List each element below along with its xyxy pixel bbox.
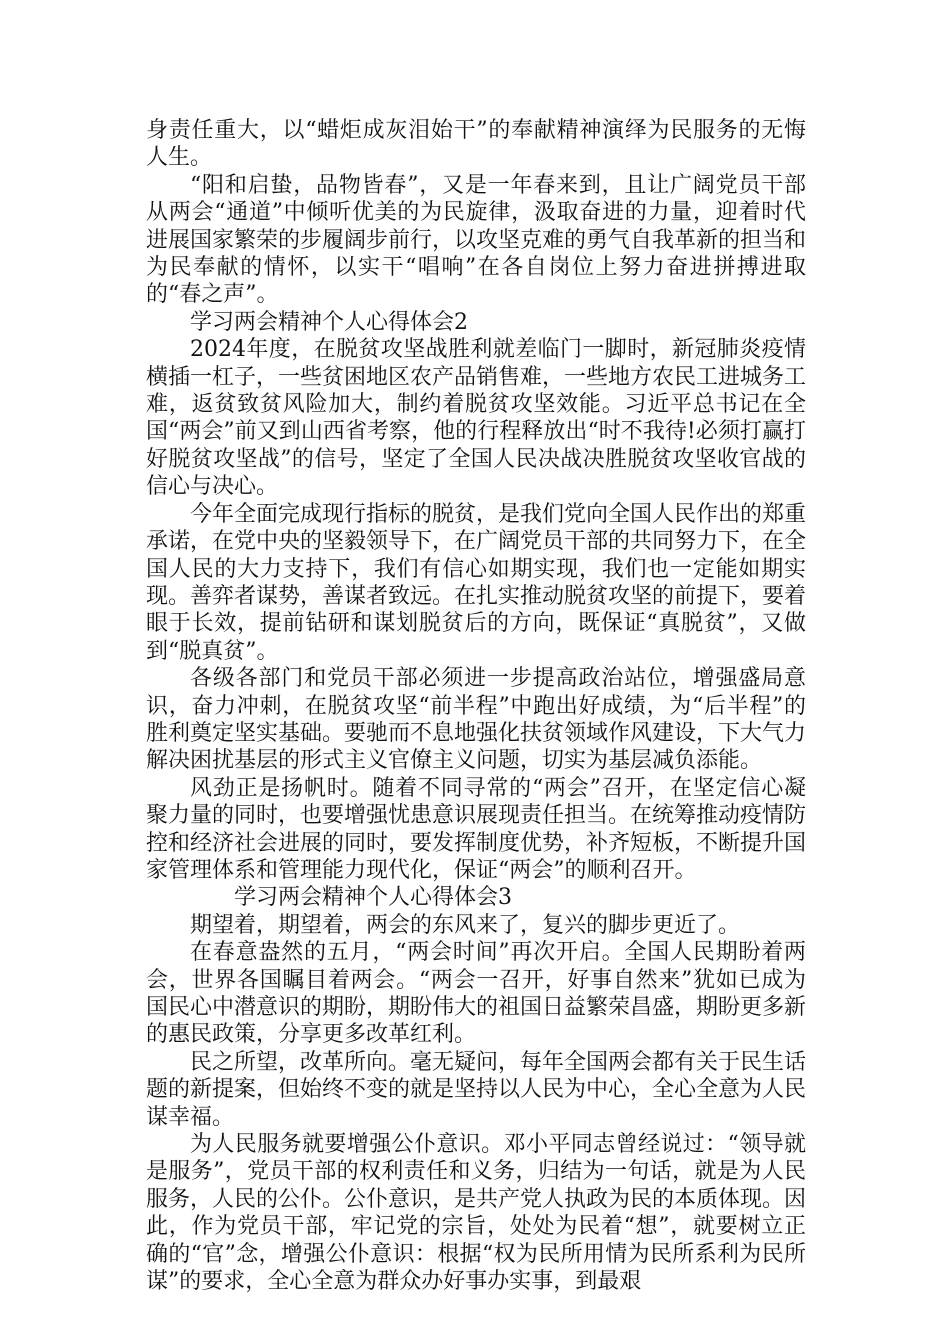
section-heading-3: 学习两会精神个人心得体会3 (234, 885, 512, 911)
paragraph-4: 今年全面完成现行指标的脱贫，是我们党向全国人民作出的郑重承诺，在党中央的坚毅领导下，在广阔党员干部的共同努力下，在全国人民的大力支持下，我们有信心如期实现，我们也一定能如期实现。善弈者谋势，善谋者致远。在扎实推动脱贫攻坚的前提下，要着眼于长效，提前钻研和谋划脱贫后的方向，既保证“真脱贫”，又做到“脱真贫”。 (146, 501, 807, 664)
paragraph-9: 民之所望，改革所向。毫无疑问，每年全国两会都有关于民生话题的新提案，但始终不变的就是坚持以人民为中心，全心全意为人民谋幸福。 (146, 1049, 807, 1130)
paragraph-8: 在春意盎然的五月，“两会时间”再次开启。全国人民期盼着两会，世界各国瞩目着两会。“两会一召开，好事自然来”犹如已成为国民心中潜意识的期盼，期盼伟大的祖国日益繁荣昌盛，期盼更多新的惠民政策，分享更多改革红利。 (146, 940, 807, 1048)
paragraph-3: 2024年度，在脱贫攻坚战胜利就差临门一脚时，新冠肺炎疫情横插一杠子，一些贫困地区农产品销售难，一些地方农民工进城务工难，返贫致贫风险加大，制约着脱贫攻坚效能。习近平总书记在全国“两会”前又到山西省考察，他的行程释放出“时不我待!必须打赢打好脱贫攻坚战”的信号，坚定了全国人民决战决胜脱贫攻坚收官战的信心与决心。 (146, 337, 807, 500)
paragraph-5: 各级各部门和党员干部必须进一步提高政治站位，增强盛局意识，奋力冲刺，在脱贫攻坚“前半程”中跑出好成绩，为“后半程”的胜利奠定坚实基础。要驰而不息地强化扶贫领域作风建设，下大气力解决困扰基层的形式主义官僚主义问题，切实为基层减负添能。 (146, 666, 807, 774)
paragraph-6: 风劲正是扬帆时。随着不同寻常的“两会”召开，在坚定信心凝聚力量的同时，也要增强忧患意识展现责任担当。在统筹推动疫情防控和经济社会进展的同时，要发挥制度优势，补齐短板，不断提升国家管理体系和管理能力现代化，保证“两会”的顺利召开。 (146, 775, 807, 883)
paragraph-1: 身责任重大，以“蜡炬成灰泪始干”的奉献精神演绎为民服务的无悔人生。 (146, 118, 806, 171)
paragraph-10: 为人民服务就要增强公仆意识。邓小平同志曾经说过：“领导就是服务”，党员干部的权利责任和义务，归结为一句话，就是为人民服务，人民的公仆。公仆意识，是共产党人执政为民的本质体现。因此，作为党员干部，牢记党的宗旨，处处为民着“想”，就要树立正确的“官”念，增强公仆意识：根据“权为民所用情为民所系利为民所谋”的要求，全心全意为群众办好事办实事，到最艰 (146, 1132, 807, 1295)
document-page (146, 117, 806, 1295)
section-heading-2: 学习两会精神个人心得体会2 (190, 309, 468, 335)
paragraph-7: 期望着，期望着，两会的东风来了，复兴的脚步更近了。 (190, 912, 741, 938)
paragraph-2: “阳和启蛰，品物皆春”，又是一年春来到，且让广阔党员干部从两会“通道”中倾听优美的为民旋律，汲取奋进的力量，迎着时代进展国家繁荣的步履阔步前行，以攻坚克难的勇气自我革新的担当和为民奉献的情怀，以实干“唱响”在各自岗位上努力奋进拼搏进取的“春之声”。 (146, 172, 807, 308)
